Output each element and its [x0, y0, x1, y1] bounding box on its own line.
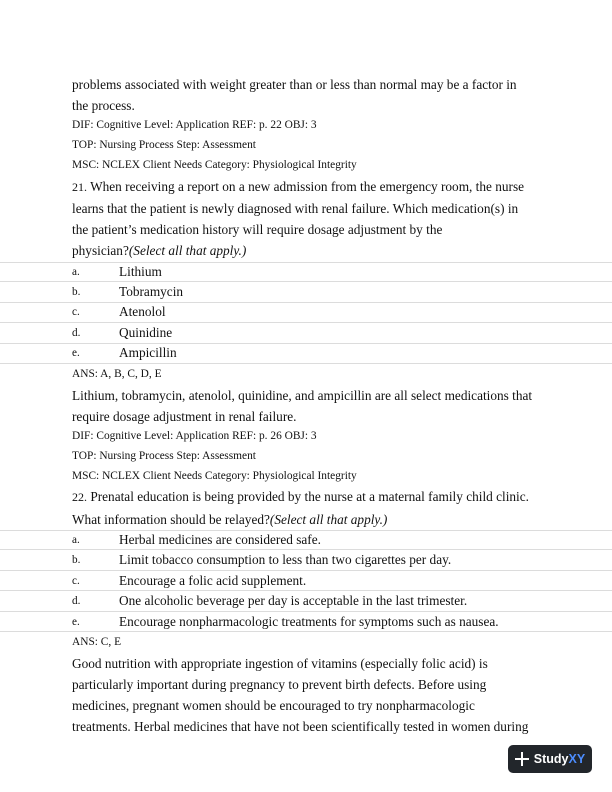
option-letter: e.: [72, 615, 80, 628]
option-text: Ampicillin: [119, 345, 177, 361]
option-letter: c.: [72, 574, 80, 587]
option-text: Encourage a folic acid supplement.: [119, 572, 307, 588]
option-row: [0, 591, 612, 612]
text-line: the process.: [72, 98, 135, 114]
option-letter: a.: [72, 534, 80, 547]
question-line: [72, 486, 552, 508]
option-row: [0, 344, 612, 365]
meta-block-2: [72, 427, 552, 486]
rationale-line: medicines, pregnant women should be encouraged to try nonpharmacologic: [72, 698, 475, 714]
document-page: [72, 74, 552, 738]
dif-line: DIF: Cognitive Level: Application REF: p. 26 OBJ: 3: [72, 430, 317, 443]
dif-line: DIF: Cognitive Level: Application REF: p. 22 OBJ: 3: [72, 119, 317, 132]
option-text: Quinidine: [119, 324, 173, 340]
text-line: problems associated with weight greater than or less than normal may be a factor in: [72, 77, 517, 92]
question-21-options: [0, 262, 612, 365]
question-text: When receiving a report on a new admission from the emergency room, the nurse: [87, 178, 525, 194]
option-letter: b.: [72, 554, 81, 567]
option-letter: a.: [72, 265, 80, 278]
question-22-options: [0, 530, 612, 633]
option-row: [0, 612, 612, 633]
question-line: learns that the patient is newly diagnosed with renal failure. Which medication(s) in: [72, 201, 519, 216]
option-letter: c.: [72, 306, 80, 319]
rationale-line: Good nutrition with appropriate ingestion of vitamins (especially folic acid) is: [72, 655, 488, 671]
option-letter: d.: [72, 595, 81, 608]
top-line: TOP: Nursing Process Step: Assessment: [72, 139, 256, 152]
option-row: [0, 303, 612, 324]
question-number: 22.: [72, 490, 87, 505]
question-21: [72, 176, 552, 262]
option-text: Tobramycin: [119, 283, 184, 299]
option-text: Herbal medicines are considered safe.: [119, 532, 321, 548]
option-row: [0, 550, 612, 571]
option-text: Limit tobacco consumption to less than two cigarettes per day.: [119, 552, 452, 568]
question-line: [72, 176, 552, 198]
option-text: Atenolol: [119, 304, 166, 320]
option-letter: d.: [72, 326, 81, 339]
brand-suffix: XY: [568, 752, 586, 766]
question-line: [72, 240, 552, 261]
option-row: [0, 282, 612, 303]
option-row: [0, 530, 612, 551]
question-text: What information should be relayed?: [72, 511, 270, 527]
rationale-line: treatments. Herbal medicines that have not been scientifically tested in women during: [72, 719, 529, 735]
option-row: [0, 571, 612, 592]
question-number: 21.: [72, 179, 87, 194]
intro-text: [72, 74, 552, 116]
option-letter: e.: [72, 347, 80, 360]
option-text: Lithium: [119, 263, 162, 279]
rationale: [72, 653, 552, 738]
plus-icon: [515, 752, 529, 766]
question-text: Prenatal education is being provided by the nurse at a maternal family child clinic.: [87, 489, 529, 505]
question-line: the patient’s medication history will require dosage adjustment by the: [72, 222, 443, 238]
rationale-line: Lithium, tobramycin, atenolol, quinidine, and ampicillin are all select medications that: [72, 387, 533, 403]
select-note: (Select all that apply.): [128, 243, 247, 259]
question-line: [72, 509, 552, 530]
top-line: TOP: Nursing Process Step: Assessment: [72, 449, 256, 462]
rationale-line: particularly important during pregnancy to prevent birth defects. Before using: [72, 677, 487, 693]
option-row: [0, 323, 612, 344]
rationale-line: require dosage adjustment in renal failure.: [72, 408, 297, 424]
option-row: [0, 262, 612, 283]
msc-line: MSC: NCLEX Client Needs Category: Physiological Integrity: [72, 159, 357, 171]
answer-line: ANS: A, B, C, D, E: [72, 368, 162, 381]
question-22: [72, 486, 552, 529]
answer-line: ANS: C, E: [72, 636, 122, 649]
select-note: (Select all that apply.): [269, 511, 388, 527]
meta-block-1: [72, 116, 552, 175]
brand-prefix: Study: [533, 752, 569, 766]
rationale: [72, 385, 552, 427]
studyxy-badge[interactable]: [508, 745, 592, 773]
option-text: One alcoholic beverage per day is acceptable in the last trimester.: [119, 593, 468, 609]
msc-line: MSC: NCLEX Client Needs Category: Physiological Integrity: [72, 469, 357, 482]
option-letter: b.: [72, 285, 81, 298]
question-text: physician?: [72, 243, 129, 259]
option-text: Encourage nonpharmacologic treatments for symptoms such as nausea.: [119, 613, 499, 629]
